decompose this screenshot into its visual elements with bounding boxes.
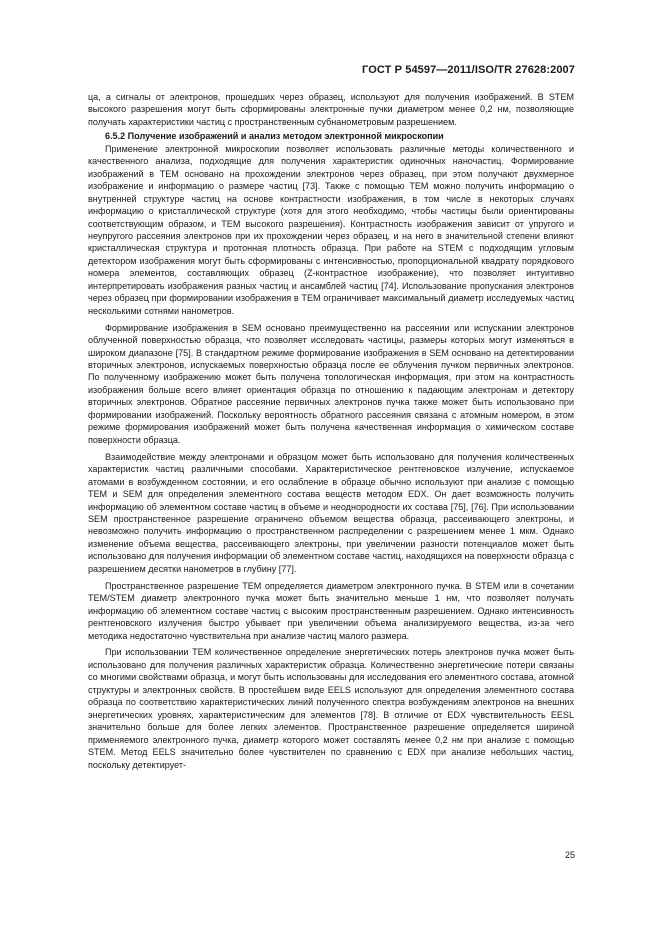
document-header: ГОСТ Р 54597—2011/ISO/TR 27628:2007 <box>362 64 575 76</box>
paragraph: При использовании ТЕМ количественное определение энергетических потерь электронов пучка может быть использовано для получения различных характеристик образца. Количественно энергетические потери связаны со многими свойствами образца, и могут быть использованы для исследования его элементного состава, атомной структуры и электронных свойств. В простейшем виде EELS используют для определения элементного состава образца по соответствию характеристических линий полученного спектра возбуждениям электронов на внешних энергетических уровнях, характеристическим для элементов [78]. В отличие от EDX чувствительность EESL значительно больше для более легких элементов. Пространственное разрешение определяется шириной применяемого электронного пучка, диаметр которого может составлять менее 0,2 нм при анализе с помощью STEM. Метод EELS значительно более чувствителен по сравнению с EDX при анализе небольших частиц, поскольку детектирует- <box>88 647 574 770</box>
page-body <box>88 91 574 771</box>
paragraph: Пространственное разрешение ТЕМ определяется диаметром электронного пучка. В STEM или в сочетании ТЕМ/STEM диаметр электронного пучка может быть значительно меньше 1 нм, что позволяет получать информацию об элементном составе частиц с высоким пространственным разрешением. Однако интенсивность рентгеновского излучения быстро убывает при увеличении объема анализируемого вещества, из-за чего методика недостаточно чувствительна при анализе частиц малого размера. <box>88 580 574 641</box>
paragraph-continuation: ца, а сигналы от электронов, прошедших через образец, используют для получения изображений. В STEM высокого разрешения могут быть сформированы электронные пучки диаметром менее 0,2 нм, позволяющие получать характеристики частиц с пространственным субнанометровым разрешением. <box>88 92 574 127</box>
paragraph: Формирование изображения в SEM основано преимущественно на рассеянии или испускании электронов облученной поверхностью образца, что позволяет исследовать частицы, размеры которых могут изменяться в широком диапазоне [75]. В стандартном режиме формирование изображения в SEM основано на детектировании вторичных электронов, испускаемых поверхностью образца после ее облучения пучком первичных электронов. По полученному изображению может быть получена топологическая информация, при этом на контрастность изображения больше всего влияет ориентация образца по отношению к падающим электронам и детектору вторичных электронов. Обратное рассеяние первичных электронов пучка также может быть использовано при формировании изображений. Поскольку вероятность обратного рассеяния связана с атомным номером, в этом режиме формирования изображений может быть получена качественная информация о химическом составе поверхности образца. <box>88 322 574 445</box>
section-heading: 6.5.2 Получение изображений и анализ методом электронной микроскопии <box>105 131 444 142</box>
page-number: 25 <box>564 850 575 860</box>
paragraph: Применение электронной микроскопии позволяет использовать различные методы количественного и качественного анализа, подходящие для получения характеристик одиночных наночастиц. Формирование изображений в ТЕМ основано на прохождении электронов через образец, при этом получают двухмерное изображение и информацию о размере частиц [73]. Также с помощью ТЕМ можно получить информацию о внутренней структуре частиц на основе контрастности изображения, в том числе в некоторых случаях информацию о кристаллической структуре (хотя для этого необходимо, чтобы частицы были ориентированы соответствующим образом, и ТЕМ высокого разрешения). Контрастность изображения зависит от упругого и неупругого рассеяния электронов при их прохождении через образец, и на него в значительной степени влияют кристаллическая структура и протонная плотность образца. При работе на STEM с подходящим угловым детектором изображения могут быть сформированы с интенсивностью, пропорциональной квадрату порядкового номера элементов, составляющих образец (Z-контрастное изображение), что позволяет интуитивно интерпретировать изображения разных частиц и ансамблей частиц [74]. Использование пропускания электронов через образец при формировании изображения в ТЕМ ограничивает максимальный диаметр исследуемых частиц несколькими сотнями нанометров. <box>88 143 574 316</box>
paragraph: Взаимодействие между электронами и образцом может быть использовано для получения количественных характеристик частиц различными способами. Характеристическое рентгеновское излучение, испускаемое атомами в возбужденном состоянии, и его ослабление в образце обычно используют при анализе с помощью ТЕМ и SEM для определения элементного состава веществ методом EDX. Он дает возможность получить информацию об элементном составе частиц в объеме и неоднородности их состава [75], [76]. При использовании SEM пространственное разрешение ограничено объемом вещества образца, рассеивающего электроны, и невозможно получить информацию о пространственном распределении с разрешением менее 1 мкм. Однако изменение объема вещества, рассеивающего электроны, при увеличении разности потенциалов может быть использовано для получения информации об элементном составе частиц, находящихся на поверхности образца с разрешением десятки нанометров в глубину [77]. <box>88 451 574 574</box>
